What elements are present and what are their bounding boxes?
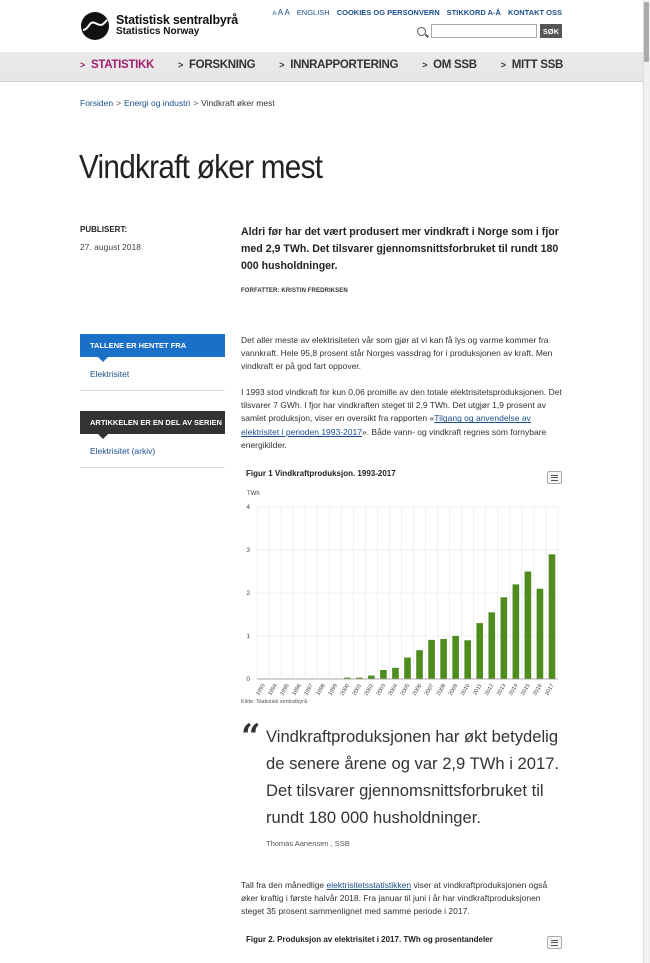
x-tick-label: 2002 xyxy=(363,683,376,697)
paragraph-3: Tall fra den månedlige elektrisitetsstatistikken viser at vindkraftproduksjonen også øker kraftig i første halvår 2018. Fra januar til juni i år har vindkraftproduksjonen steget 35 prosent sammenlignet med samme periode i 2017. xyxy=(241,880,548,917)
x-tick-label: 2013 xyxy=(496,683,508,697)
nav-statistikk[interactable]: > STATISTIKK xyxy=(80,58,154,71)
top-links xyxy=(272,8,562,17)
x-tick-label: 1998 xyxy=(315,683,327,697)
stats-link[interactable]: elektrisitetsstatistikken xyxy=(326,880,412,890)
x-tick-label: 2009 xyxy=(447,683,460,697)
y-tick-label: 4 xyxy=(246,504,250,511)
chart-menu-button[interactable] xyxy=(547,471,562,484)
x-tick-label: 2003 xyxy=(375,683,388,697)
x-tick-label: 2010 xyxy=(460,683,472,697)
divider xyxy=(80,390,225,391)
source-link[interactable]: Elektrisitet xyxy=(90,369,130,379)
main-nav xyxy=(80,55,563,74)
bar xyxy=(404,658,411,680)
bar xyxy=(440,639,447,679)
bar xyxy=(537,589,544,679)
search-icon xyxy=(417,27,426,36)
y-axis-label: TWh xyxy=(247,491,260,497)
chart-menu-button[interactable] xyxy=(547,936,562,949)
search-input[interactable] xyxy=(431,24,537,38)
bar xyxy=(525,572,532,680)
x-tick-label: 1997 xyxy=(303,683,315,697)
y-tick-label: 2 xyxy=(246,590,250,597)
x-tick-label: 1995 xyxy=(279,683,291,697)
bar xyxy=(513,584,520,679)
search-button[interactable]: SØK xyxy=(540,24,562,38)
english-link[interactable]: ENGLISH xyxy=(296,8,330,17)
chevron-right-icon: > xyxy=(279,59,285,70)
y-tick-label: 1 xyxy=(246,633,250,640)
bar xyxy=(549,554,556,679)
bar xyxy=(392,668,399,679)
article-ingress: Aldri før har det vært produsert mer vindkraft i Norge som i fjor med 2,9 TWh. Det tilsvarer gjennomsnittsforbruket til rundt 180 000 husholdninger. xyxy=(241,226,559,272)
series-box-title: ARTIKKELEN ER EN DEL AV SERIEN xyxy=(80,411,225,434)
bar xyxy=(488,612,495,679)
x-tick-label: 2000 xyxy=(339,683,352,697)
quote-attribution: Thomas Aanensen , SSB xyxy=(266,839,350,848)
wind-power-chart xyxy=(236,486,566,708)
chevron-right-icon: > xyxy=(177,59,183,70)
bar xyxy=(452,636,459,679)
breadcrumb-home[interactable]: Forsiden xyxy=(80,98,114,108)
y-tick-label: 3 xyxy=(246,547,250,554)
x-tick-label: 2007 xyxy=(423,683,436,697)
logo-line2: Statistics Norway xyxy=(116,26,200,37)
x-tick-label: 2014 xyxy=(508,683,520,697)
x-tick-label: 2016 xyxy=(532,683,544,697)
x-tick-label: 2004 xyxy=(387,683,400,697)
ssb-logo-icon xyxy=(80,11,110,41)
breadcrumb-section[interactable]: Energi og industri xyxy=(124,98,191,108)
kontakt-link[interactable]: KONTAKT OSS xyxy=(507,8,562,17)
bar xyxy=(368,676,375,679)
x-tick-label: 2017 xyxy=(544,683,556,697)
published-date: 27. august 2018 xyxy=(80,242,141,252)
chart-source: Kilde: Statistisk sentralbyrå xyxy=(241,699,308,705)
bar xyxy=(464,640,471,679)
chevron-right-icon: > xyxy=(80,59,85,70)
y-tick-label: 0 xyxy=(246,676,250,683)
x-tick-label: 2001 xyxy=(351,683,364,697)
search-bar xyxy=(417,24,562,38)
stikkord-link[interactable]: STIKKORD A-Å xyxy=(446,8,501,17)
x-tick-label: 2011 xyxy=(472,683,484,697)
ssb-logo[interactable] xyxy=(80,11,238,41)
chevron-right-icon: > xyxy=(422,59,428,70)
logo-line1: Statistisk sentralbyrå xyxy=(116,13,239,27)
font-size-toggle[interactable]: A A A xyxy=(272,8,290,17)
x-tick-label: 1999 xyxy=(327,683,339,697)
pull-quote: Vindkraftproduksjonen har økt betydelig de senere årene og var 2,9 TWh i 2017. Det tilsvarer gjennomsnittsforbruket til rundt 180 000 husholdninger. xyxy=(266,727,560,827)
bar xyxy=(416,650,423,679)
figure-2-title: Figur 2. Produksjon av elektrisitet i 2017. TWh og prosentandeler xyxy=(246,935,493,944)
source-box-title: TALLENE ER HENTET FRA xyxy=(80,334,225,357)
x-tick-label: 2005 xyxy=(399,683,412,697)
x-tick-label: 1996 xyxy=(291,683,303,697)
article-author: FORFATTER: KRISTIN FREDRIKSEN xyxy=(241,288,348,294)
breadcrumb-sep: > xyxy=(116,98,122,108)
x-tick-label: 1993 xyxy=(255,683,267,697)
bar xyxy=(501,597,508,679)
report-link[interactable]: Tilgang og anvendelse av elektrisitet i perioden 1993-2017 xyxy=(241,413,531,437)
scrollbar[interactable] xyxy=(643,0,650,963)
quote-icon: “ xyxy=(241,717,261,757)
x-tick-label: 2015 xyxy=(520,683,532,697)
x-tick-label: 2006 xyxy=(411,683,424,697)
published-label: PUBLISERT: xyxy=(80,225,128,234)
site-header xyxy=(0,0,643,82)
bar xyxy=(428,640,435,679)
nav-mitt-ssb[interactable]: > MITT SSB xyxy=(500,58,563,71)
x-tick-label: 2008 xyxy=(435,683,448,697)
bar xyxy=(380,670,387,679)
page-title: Vindkraft øker mest xyxy=(79,148,323,185)
scrollbar-thumb[interactable] xyxy=(644,2,649,62)
paragraph-1: Det aller meste av elektrisiteten vår som gjør at vi kan få lys og varme kommer fra vannkraft. Hele 95,8 prosent står Norges vassdrag for i produksjonen av kraft. Men vindkraft er på god fart oppover. xyxy=(241,335,553,372)
cookies-link[interactable]: COOKIES OG PERSONVERN xyxy=(336,8,440,17)
series-link[interactable]: Elektrisitet (arkiv) xyxy=(90,446,156,456)
figure-1-title: Figur 1 Vindkraftproduksjon. 1993-2017 xyxy=(246,469,396,478)
chevron-right-icon: > xyxy=(500,59,506,70)
breadcrumb xyxy=(80,98,275,108)
nav-om-ssb[interactable]: > OM SSB xyxy=(422,58,477,71)
bar xyxy=(476,623,483,679)
nav-innrapportering[interactable]: > INNRAPPORTERING xyxy=(279,58,399,71)
divider xyxy=(80,467,225,468)
paragraph-2: I 1993 stod vindkraft for kun 0,06 promille av den totale elektrisitetsproduksjonen. Det tilsvarer 7 GWh. I fjor har vindkraften steget til 2,9 TWh. Det utgjør 1,9 prosent av samlet produksjon, viser en oversikt fra rapporten «Tilgang og anvendelse av elektrisitet i perioden 1993-2017». Både vann- og vindkraft regnes som fornybare energikilder. xyxy=(241,387,562,450)
x-tick-label: 2012 xyxy=(484,683,496,697)
breadcrumb-current: Vindkraft øker mest xyxy=(201,98,275,108)
x-tick-label: 1994 xyxy=(267,683,279,697)
breadcrumb-sep: > xyxy=(193,98,199,108)
nav-forskning[interactable]: > FORSKNING xyxy=(177,58,256,71)
